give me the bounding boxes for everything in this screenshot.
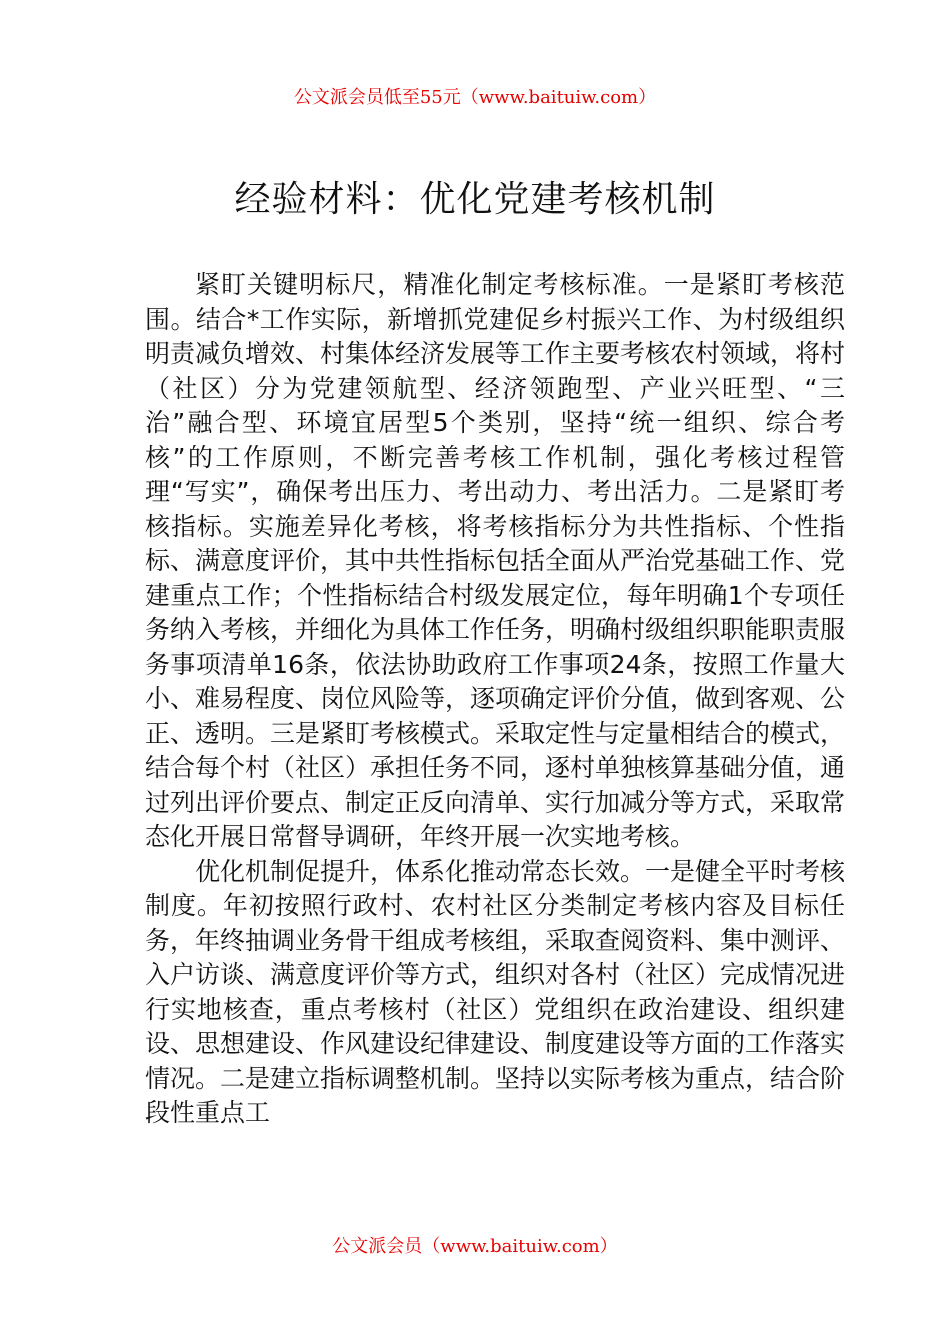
header-watermark: 公文派会员低至55元（www.baituiw.com） — [293, 87, 657, 108]
paragraph-1: 紧盯关键明标尺，精准化制定考核标准。一是紧盯考核范围。结合*工作实际，新增抓党建促乡村振兴工作、为村级组织明责减负增效、村集体经济发展等工作主要考核农村领域，将村（社区）分为党建领航型、经济领跑型、产业兴旺型、“三治”融合型、环境宜居型5个类别，坚持“统一组织、综合考核”的工作原则，不断完善考核工作机制，强化考核过程管理“写实”，确保考出压力、考出动力、考出活力。二是紧盯考核指标。实施差异化考核，将考核指标分为共性指标、个性指标、满意度评价，其中共性指标包括全面从严治党基础工作、党建重点工作；个性指标结合村级发展定位，每年明确1个专项任务纳入考核，并细化为具体工作任务，明确村级组织职能职责服务事项清单16条，依法协助政府工作事项24条，按照工作量大小、难易程度、岗位风险等，逐项确定评价分值，做到客观、公正、透明。三是紧盯考核模式。采取定性与定量相结合的模式，结合每个村（社区）承担任务不同，逐村单独核算基础分值，通过列出评价要点、制定正反向清单、实行加减分等方式，采取常态化开展日常督导调研，年终开展一次实地考核。 — [145, 270, 846, 851]
footer-watermark: 公文派会员（www.baituiw.com） — [332, 1236, 618, 1257]
paragraph-2: 优化机制促提升，体系化推动常态长效。一是健全平时考核制度。年初按照行政村、农村社区分类制定考核内容及目标任务，年终抽调业务骨干组成考核组，采取查阅资料、集中测评、入户访谈、满意度评价等方式，组织对各村（社区）完成情况进行实地核查，重点考核村（社区）党组织在政治建设、组织建设、思想建设、作风建设纪律建设、制度建设等方面的工作落实情况。二是建立指标调整机制。坚持以实际考核为重点，结合阶段性重点工 — [145, 856, 846, 1127]
document-title: 经验材料：优化党建考核机制 — [234, 179, 716, 220]
document-body — [145, 268, 845, 1131]
